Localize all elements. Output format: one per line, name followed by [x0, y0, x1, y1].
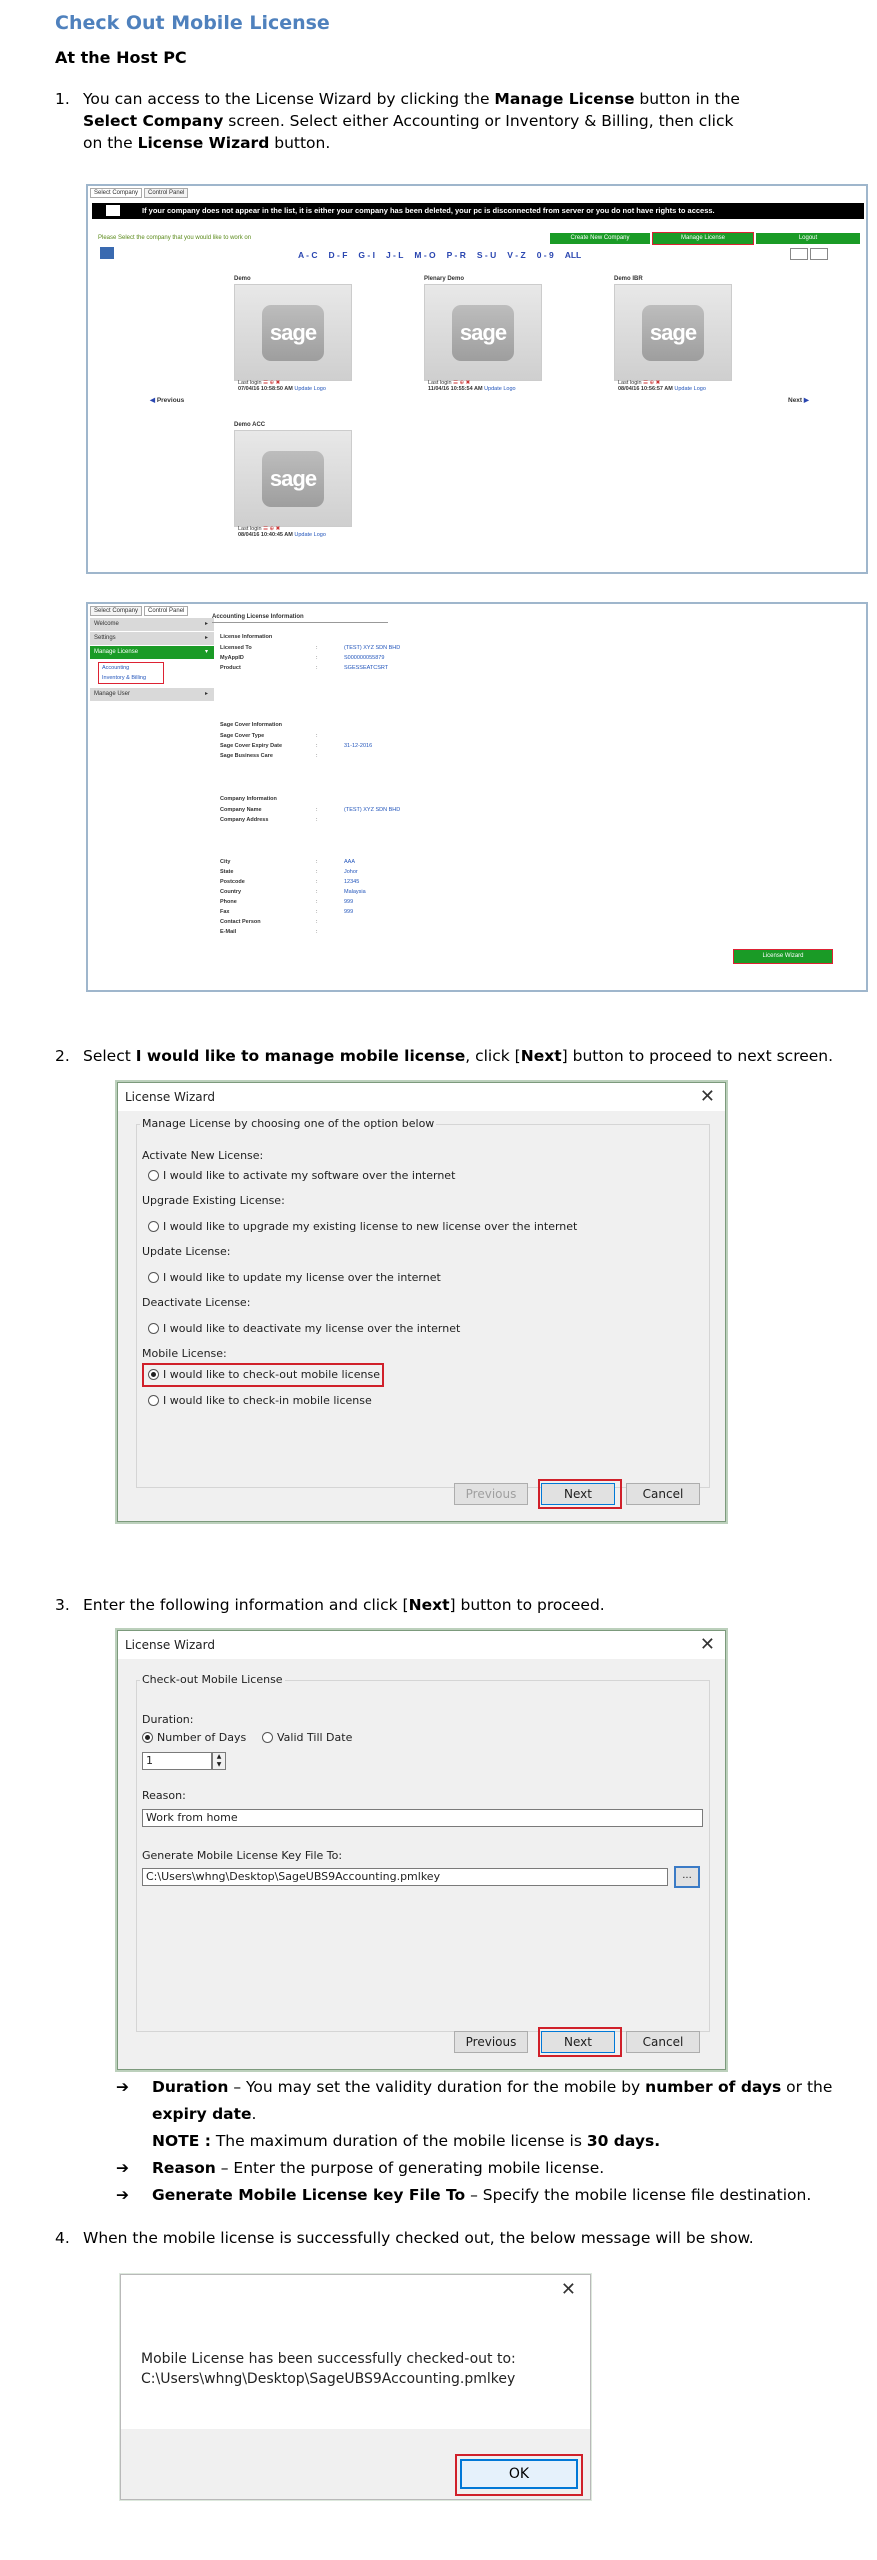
- panel-title: Accounting License Information: [212, 612, 388, 623]
- company-tile[interactable]: [234, 276, 354, 392]
- option-label: Valid Till Date: [277, 1731, 353, 1744]
- last-login-label: Last login: [238, 380, 262, 386]
- option-label: I would like to upgrade my existing license to new license over the internet: [163, 1220, 578, 1233]
- dialog-title: License Wizard: [125, 1090, 215, 1104]
- colon: :: [316, 743, 318, 749]
- option-label: I would like to deactivate my license over the internet: [163, 1322, 461, 1335]
- colon: :: [316, 655, 318, 661]
- page-title: Check Out Mobile License: [55, 12, 330, 34]
- note-text: – Enter the purpose of generating mobile license.: [215, 2159, 605, 2177]
- note-bold: Reason: [152, 2159, 216, 2177]
- colon: :: [316, 869, 318, 875]
- note-bold: expiry date: [152, 2105, 252, 2123]
- field-value: (TEST) XYZ SDN BHD: [344, 807, 401, 813]
- submenu-inventory-billing[interactable]: Inventory & Billing: [102, 675, 147, 681]
- tab-select-company[interactable]: Select Company: [90, 606, 142, 616]
- tab-control-panel[interactable]: Control Panel: [144, 606, 188, 616]
- note-text: .: [251, 2105, 257, 2123]
- file-path-value: C:\Users\whng\Desktop\SageUBS9Accounting.pmlkey: [146, 1870, 441, 1883]
- deactivate-label: Deactivate License:: [142, 1296, 251, 1309]
- note-bold: Duration: [152, 2078, 229, 2096]
- cancel-button[interactable]: Cancel: [626, 1483, 700, 1505]
- license-submenu: [98, 662, 164, 684]
- sidebar: [90, 618, 214, 702]
- radio-icon: [148, 1395, 159, 1406]
- company-tile[interactable]: [614, 276, 734, 392]
- note-text: The maximum duration of the mobile license is: [210, 2132, 587, 2150]
- radio-selected-icon: [148, 1369, 159, 1380]
- users-icon: [100, 247, 114, 259]
- message-line: Mobile License has been successfully checked-out to:: [141, 2351, 516, 2367]
- last-login-time: 07/04/16 10:58:50 AM: [238, 386, 293, 392]
- company-name: Plenary Demo: [424, 276, 465, 282]
- field-label: Product: [220, 665, 241, 671]
- update-logo-link[interactable]: Update Logo: [294, 532, 326, 538]
- note-bold: Generate Mobile License key File To: [152, 2186, 466, 2204]
- note-text: – Specify the mobile license file destination.: [465, 2186, 812, 2204]
- filter-v-z[interactable]: V - Z: [507, 250, 526, 260]
- option-label: I would like to activate my software over the internet: [163, 1169, 456, 1182]
- close-icon[interactable]: ✕: [699, 1634, 715, 1655]
- radio-valid-till-date[interactable]: [262, 1731, 352, 1745]
- step-text: Select: [83, 1047, 136, 1065]
- colon: :: [316, 807, 318, 813]
- days-value: 1: [146, 1754, 153, 1767]
- last-login-time: 11/04/16 10:55:54 AM: [428, 386, 483, 392]
- field-label: State: [220, 869, 234, 875]
- close-icon[interactable]: ✕: [699, 1086, 715, 1107]
- action-icons[interactable]: ☰ ⊕ ✖: [453, 380, 471, 386]
- colon: :: [316, 665, 318, 671]
- grid-view-icon[interactable]: [790, 248, 808, 260]
- step-text: ] button to proceed.: [449, 1596, 605, 1614]
- filter-d-f[interactable]: D - F: [328, 250, 348, 260]
- field-label: Sage Business Care: [220, 753, 273, 759]
- sidebar-item-manage-user[interactable]: [90, 688, 214, 702]
- note-text: or the: [781, 2078, 833, 2096]
- company-tile[interactable]: [234, 422, 354, 538]
- step-text: button in the: [634, 90, 740, 108]
- radio-icon: [148, 1323, 159, 1334]
- step-text: ] button to proceed to next screen.: [561, 1047, 834, 1065]
- filter-all[interactable]: ALL: [564, 250, 582, 260]
- step-text-bold: Next: [408, 1596, 450, 1614]
- browse-button[interactable]: ...: [674, 1866, 700, 1888]
- logout-button[interactable]: Logout: [756, 233, 860, 244]
- note-reason: [116, 2155, 836, 2182]
- step-text: button.: [269, 134, 331, 152]
- last-login-time: 08/04/16 10:40:45 AM: [238, 532, 293, 538]
- last-login-label: Last login: [238, 526, 262, 532]
- sidebar-label: Manage User: [94, 691, 131, 697]
- next-button[interactable]: Next: [541, 2031, 615, 2053]
- message-line: C:\Users\whng\Desktop\SageUBS9Accounting.pmlkey: [141, 2371, 516, 2387]
- previous-button[interactable]: Previous: [454, 2031, 528, 2053]
- arrow-icon: ➔: [116, 2078, 129, 2096]
- update-logo-link[interactable]: Update Logo: [674, 386, 706, 392]
- action-icons[interactable]: ☰ ⊕ ✖: [263, 380, 281, 386]
- create-company-button[interactable]: Create New Company: [550, 233, 650, 244]
- file-path-input[interactable]: [142, 1868, 668, 1886]
- company-info-heading: Company Information: [220, 796, 277, 802]
- filter-s-u[interactable]: S - U: [476, 250, 497, 260]
- step-text-bold: Manage License: [494, 90, 635, 108]
- radio-upgrade[interactable]: [148, 1220, 577, 1234]
- chevron-right-icon: ▸: [204, 691, 208, 697]
- update-label: Update License:: [142, 1245, 231, 1258]
- filter-0-9[interactable]: 0 - 9: [536, 250, 554, 260]
- spin-arrows-icon[interactable]: ▲ ▼: [212, 1752, 226, 1770]
- colon: :: [316, 889, 318, 895]
- radio-deactivate[interactable]: [148, 1322, 460, 1336]
- field-value: S000000055879: [344, 655, 385, 661]
- control-panel-screenshot: [86, 602, 868, 992]
- select-prompt: Please Select the company that you would like to work on: [98, 235, 252, 241]
- arrow-icon: ➔: [116, 2186, 129, 2204]
- field-label: Sage Cover Expiry Date: [220, 743, 283, 749]
- field-label: City: [220, 859, 231, 865]
- field-label: Fax: [220, 909, 230, 915]
- chevron-down-icon: ▾: [204, 649, 208, 655]
- checkout-dialog: [117, 1630, 726, 2070]
- upgrade-label: Upgrade Existing License:: [142, 1194, 285, 1207]
- step-number: 2.: [55, 1047, 70, 1065]
- field-label: E-Mail: [220, 929, 237, 935]
- company-name: Demo: [234, 276, 251, 282]
- colon: :: [316, 879, 318, 885]
- reason-value: Work from home: [146, 1811, 238, 1824]
- sage-logo: sage: [262, 451, 324, 507]
- note-file: [116, 2182, 836, 2209]
- radio-icon: [148, 1170, 159, 1181]
- cover-info-heading: Sage Cover Information: [220, 722, 283, 728]
- select-company-screenshot: [86, 184, 868, 574]
- step-text: on the: [83, 134, 138, 152]
- step-text: When the mobile license is successfully checked out, the below message will be show.: [83, 2229, 754, 2247]
- mobile-label: Mobile License:: [142, 1347, 227, 1360]
- option-label: I would like to check-out mobile license: [163, 1368, 380, 1381]
- step-text-bold: License Wizard: [137, 134, 270, 152]
- tab-control-panel[interactable]: Control Panel: [144, 188, 188, 198]
- field-value: (TEST) XYZ SDN BHD: [344, 645, 401, 651]
- chevron-right-icon: ▸: [204, 635, 208, 641]
- action-icons[interactable]: ☰ ⊕ ✖: [263, 526, 281, 532]
- company-name: Demo ACC: [234, 422, 266, 428]
- field-label: Licensed To: [220, 645, 252, 651]
- cancel-button[interactable]: Cancel: [626, 2031, 700, 2053]
- note-text: – You may set the validity duration for the mobile by: [228, 2078, 646, 2096]
- field-value: Johor: [344, 869, 358, 875]
- colon: :: [316, 645, 318, 651]
- sidebar-item-welcome[interactable]: [90, 618, 214, 632]
- step-text-bold: Next: [520, 1047, 562, 1065]
- field-notes: [116, 2074, 836, 2209]
- field-value: 12345: [344, 879, 360, 885]
- radio-icon: [148, 1272, 159, 1283]
- update-logo-link[interactable]: Update Logo: [484, 386, 516, 392]
- company-logo: [614, 284, 732, 381]
- colon: :: [316, 817, 318, 823]
- sidebar-label: Settings: [94, 635, 116, 641]
- license-info-heading: License Information: [220, 634, 273, 640]
- field-value: Malaysia: [344, 889, 366, 895]
- step-2: [55, 1045, 855, 1069]
- field-value: 999: [344, 909, 354, 915]
- days-stepper[interactable]: [142, 1752, 212, 1770]
- success-message-dialog: [120, 2274, 591, 2500]
- field-value: AAA: [344, 859, 356, 865]
- field-label: Contact Person: [220, 919, 261, 925]
- step-text: screen. Select either Accounting or Inventory & Billing, then click: [223, 112, 734, 130]
- field-label: MyAppID: [220, 655, 244, 661]
- company-logo: [234, 430, 352, 527]
- tab-select-company[interactable]: Select Company: [90, 188, 142, 198]
- option-label: Number of Days: [157, 1731, 247, 1744]
- notice-text: If your company does not appear in the list, it is either your company has been deleted, your pc is disconnected from server or you do not have rights to access.: [142, 206, 715, 215]
- alphabet-filter: [298, 250, 581, 260]
- colon: :: [316, 899, 318, 905]
- step-text-bold: I would like to manage mobile license: [135, 1047, 466, 1065]
- title-bar: [118, 1631, 725, 1659]
- colon: :: [316, 909, 318, 915]
- sidebar-label: Manage License: [94, 649, 139, 655]
- step-text: Enter the following information and click [: [83, 1596, 409, 1614]
- field-label: Postcode: [220, 879, 245, 885]
- colon: :: [316, 859, 318, 865]
- update-logo-link[interactable]: Update Logo: [294, 386, 326, 392]
- close-icon[interactable]: ✕: [560, 2279, 576, 2300]
- chevron-right-icon: ▶: [803, 397, 809, 404]
- company-tile[interactable]: [424, 276, 544, 392]
- previous-button[interactable]: Previous: [454, 1483, 528, 1505]
- next-page-button[interactable]: [788, 396, 809, 404]
- option-label: I would like to check-in mobile license: [163, 1394, 372, 1407]
- note-duration: [116, 2074, 836, 2128]
- company-name: Demo IBR: [614, 276, 643, 282]
- field-label: Country: [220, 889, 242, 895]
- duration-label: Duration:: [142, 1713, 194, 1726]
- action-icons[interactable]: ☰ ⊕ ✖: [643, 380, 661, 386]
- reason-input[interactable]: [142, 1809, 703, 1827]
- filter-m-o[interactable]: M - O: [414, 250, 436, 260]
- colon: :: [316, 753, 318, 759]
- filter-j-l[interactable]: J - L: [385, 250, 404, 260]
- field-value: 31-12-2016: [344, 743, 373, 749]
- list-view-icon[interactable]: [810, 248, 828, 260]
- colon: :: [316, 919, 318, 925]
- last-login-label: Last login: [618, 380, 642, 386]
- radio-icon: [148, 1221, 159, 1232]
- radio-update[interactable]: [148, 1271, 441, 1285]
- previous-label: Previous: [156, 397, 185, 404]
- field-value: 999: [344, 899, 354, 905]
- step-3: [55, 1594, 855, 1618]
- step-number: 3.: [55, 1596, 70, 1614]
- filter-a-c[interactable]: A - C: [298, 250, 318, 260]
- step-1: [55, 88, 855, 158]
- group-title: Check-out Mobile License: [142, 1673, 283, 1686]
- radio-selected-icon: [142, 1732, 153, 1743]
- field-label: Company Name: [220, 807, 262, 813]
- field-label: Company Address: [220, 817, 269, 823]
- submenu-accounting[interactable]: Accounting: [102, 665, 130, 671]
- last-login-time: 08/04/16 10:56:57 AM: [618, 386, 673, 392]
- filter-g-i[interactable]: G - I: [358, 250, 375, 260]
- monitor-icon: [106, 205, 120, 216]
- step-text: You can access to the License Wizard by clicking the: [83, 90, 495, 108]
- activate-label: Activate New License:: [142, 1149, 264, 1162]
- previous-page-button[interactable]: [150, 396, 184, 404]
- colon: :: [316, 929, 318, 935]
- last-login-label: Last login: [428, 380, 452, 386]
- sidebar-item-settings[interactable]: [90, 632, 214, 646]
- colon: :: [316, 733, 318, 739]
- ok-button[interactable]: OK: [460, 2459, 578, 2489]
- arrow-icon: ➔: [116, 2159, 129, 2177]
- manage-license-button[interactable]: Manage License: [653, 233, 753, 244]
- section-heading: At the Host PC: [55, 48, 187, 67]
- sage-logo: sage: [452, 305, 514, 361]
- group-title: Manage License by choosing one of the option below: [142, 1117, 435, 1130]
- radio-check-in[interactable]: [148, 1394, 372, 1408]
- reason-label: Reason:: [142, 1789, 186, 1802]
- company-logo: [234, 284, 352, 381]
- radio-icon: [262, 1732, 273, 1743]
- message-text: [141, 2349, 516, 2389]
- sidebar-label: Welcome: [94, 621, 119, 627]
- sage-logo: sage: [642, 305, 704, 361]
- radio-number-of-days[interactable]: [142, 1731, 246, 1745]
- filter-p-r[interactable]: P - R: [446, 250, 466, 260]
- chevron-right-icon: ▸: [204, 621, 208, 627]
- radio-activate[interactable]: [148, 1169, 455, 1183]
- notice-banner: [92, 203, 864, 219]
- step-text: , click [: [465, 1047, 521, 1065]
- field-label: Sage Cover Type: [220, 733, 265, 739]
- step-number: 1.: [55, 90, 70, 108]
- chevron-left-icon: ◀: [150, 397, 155, 404]
- title-bar: [118, 1083, 725, 1111]
- company-logo: [424, 284, 542, 381]
- next-label: Next: [788, 397, 803, 404]
- step-text-bold: Select Company: [83, 112, 224, 130]
- sage-logo: sage: [262, 305, 324, 361]
- note-bold: 30 days.: [586, 2132, 661, 2150]
- license-wizard-button[interactable]: License Wizard: [734, 950, 832, 963]
- license-wizard-dialog: [117, 1082, 726, 1522]
- radio-check-out[interactable]: [148, 1368, 380, 1382]
- next-button[interactable]: Next: [541, 1483, 615, 1505]
- step-number: 4.: [55, 2229, 70, 2247]
- option-label: I would like to update my license over the internet: [163, 1271, 441, 1284]
- note-bold: number of days: [645, 2078, 782, 2096]
- note-max-duration: [116, 2128, 836, 2155]
- note-bold: NOTE :: [152, 2132, 211, 2150]
- field-label: Phone: [220, 899, 237, 905]
- file-label: Generate Mobile License Key File To:: [142, 1849, 343, 1862]
- sidebar-item-manage-license[interactable]: [90, 646, 214, 660]
- step-4: [55, 2227, 865, 2251]
- field-value: SGESSEATCSRT: [344, 665, 389, 671]
- dialog-title: License Wizard: [125, 1638, 215, 1652]
